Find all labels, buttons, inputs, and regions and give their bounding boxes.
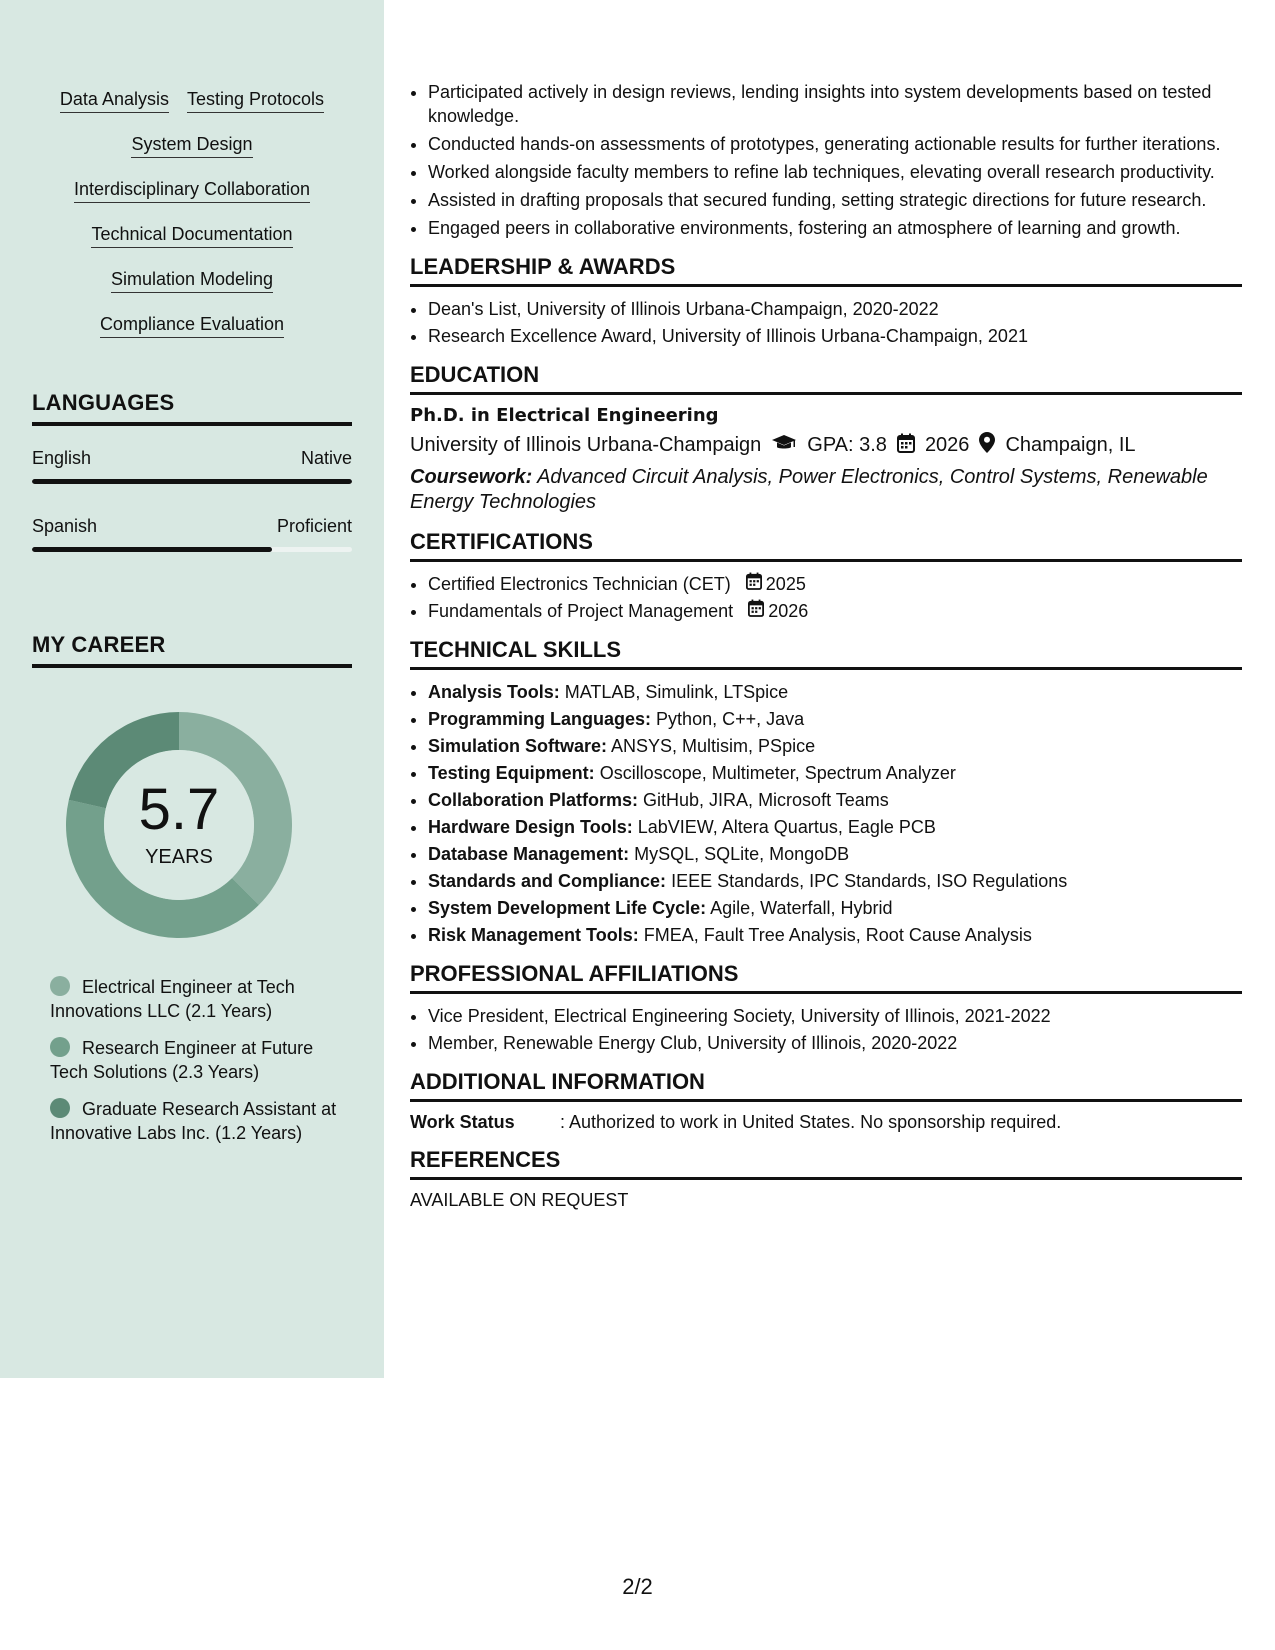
language-bar-fill [32, 479, 352, 484]
certifications-list [410, 572, 1242, 623]
skill-values: MATLAB, Simulink, LTSpice [564, 682, 789, 702]
additional-info-heading: ADDITIONAL INFORMATION [410, 1069, 1242, 1102]
technical-skill-item [428, 896, 1242, 920]
language-row [32, 448, 352, 469]
leadership-item: • Research Excellence Award, University of Illinois Urbana-Champaign, 2021 [428, 324, 1242, 348]
career-legend-label: Electrical Engineer at Tech Innovations LLC (2.1 Years) [50, 977, 295, 1021]
technical-skill-item [428, 923, 1242, 947]
skill-values: Oscilloscope, Multimeter, Spectrum Analyzer [599, 763, 956, 783]
affiliation-item: • Vice President, Electrical Engineering Society, University of Illinois, 2021-2022 [428, 1004, 1242, 1028]
affiliations-list [410, 1004, 1242, 1055]
work-status-value: : Authorized to work in United States. No sponsorship required. [560, 1112, 1062, 1132]
location-pin-icon [979, 432, 995, 459]
skill-tag: Testing Protocols [187, 88, 324, 113]
technical-skills-list [410, 680, 1242, 947]
calendar-icon [897, 433, 915, 459]
technical-skill-item [428, 815, 1242, 839]
certification-name: Certified Electronics Technician (CET) [428, 574, 731, 594]
language-row [32, 516, 352, 537]
affiliations-heading: PROFESSIONAL AFFILIATIONS [410, 961, 1242, 994]
page-number: 2/2 [622, 1574, 653, 1599]
certifications-heading: CERTIFICATIONS [410, 529, 1242, 562]
skill-values: IEEE Standards, IPC Standards, ISO Regulations [671, 871, 1068, 891]
education-heading: EDUCATION [410, 362, 1242, 395]
career-heading: MY CAREER [32, 632, 352, 668]
skill-category: Programming Languages: [428, 709, 652, 729]
experience-bullet: • Conducted hands-on assessments of prototypes, generating actionable results for further iterations. [428, 132, 1242, 156]
skill-values: Python, C++, Java [656, 709, 805, 729]
graduation-cap-icon [771, 433, 797, 459]
school-location: Champaign, IL [1005, 434, 1136, 456]
coursework-list: Advanced Circuit Analysis, Power Electronics, Control Systems, Renewable Energy Technologies [410, 466, 1208, 513]
language-bar-fill [32, 547, 272, 552]
career-years-unit: YEARS [145, 846, 213, 868]
skill-values: FMEA, Fault Tree Analysis, Root Cause Analysis [643, 925, 1032, 945]
references-text: AVAILABLE ON REQUEST [410, 1190, 629, 1210]
main-content [410, 80, 1242, 1211]
skill-category: Testing Equipment: [428, 763, 595, 783]
skill-tag: Data Analysis [60, 88, 169, 113]
work-status-row [410, 1112, 1242, 1133]
skill-values: MySQL, SQLite, MongoDB [634, 844, 850, 864]
skill-row [32, 313, 352, 338]
certification-date [746, 572, 806, 596]
skill-category: Hardware Design Tools: [428, 817, 633, 837]
legend-dot-icon [50, 1037, 70, 1057]
technical-skill-item [428, 707, 1242, 731]
language-name: English [32, 448, 92, 468]
language-bar [32, 479, 352, 484]
language-level: Proficient [276, 516, 352, 536]
gpa: GPA: 3.8 [807, 434, 887, 456]
certification-name: Fundamentals of Project Management [428, 601, 734, 621]
experience-bullet: • Engaged peers in collaborative environments, fostering an atmosphere of learning and growth. [428, 216, 1242, 240]
education-details [410, 432, 1242, 459]
legend-dot-icon [50, 976, 70, 996]
leadership-heading: LEADERSHIP & AWARDS [410, 254, 1242, 287]
career-legend-item [50, 975, 340, 1023]
leadership-list [410, 297, 1242, 348]
certification-year: 2025 [765, 574, 806, 594]
certification-item [428, 572, 1242, 596]
sidebar [0, 0, 384, 1378]
career-legend-item [50, 1097, 340, 1145]
experience-bullets [410, 80, 1242, 240]
certification-item [428, 599, 1242, 623]
skill-tag: Technical Documentation [91, 223, 292, 248]
skill-row [32, 133, 352, 158]
skill-row [32, 268, 352, 293]
calendar-icon [746, 572, 762, 596]
skill-tag: Interdisciplinary Collaboration [74, 178, 310, 203]
skill-tag: System Design [131, 133, 252, 158]
technical-skill-item [428, 842, 1242, 866]
coursework-label: Coursework: [410, 466, 533, 488]
work-status-label: Work Status [410, 1112, 515, 1132]
career-legend-item [50, 1036, 340, 1084]
experience-bullet: • Worked alongside faculty members to refine lab techniques, elevating overall research productivity. [428, 160, 1242, 184]
legend-dot-icon [50, 1098, 70, 1118]
skill-category: System Development Life Cycle: [428, 898, 707, 918]
calendar-icon [748, 599, 764, 623]
skill-category: Standards and Compliance: [428, 871, 667, 891]
career-legend [50, 975, 340, 1158]
experience-bullet: • Participated actively in design reviews, lending insights into system developments based on tested knowledge. [428, 80, 1242, 128]
language-level: Native [300, 448, 352, 468]
experience-bullet: • Assisted in drafting proposals that secured funding, setting strategic directions for future research. [428, 188, 1242, 212]
skill-values: Agile, Waterfall, Hybrid [710, 898, 893, 918]
skill-tag: Simulation Modeling [111, 268, 273, 293]
skill-values: LabVIEW, Altera Quartus, Eagle PCB [637, 817, 936, 837]
technical-skill-item [428, 761, 1242, 785]
skill-category: Database Management: [428, 844, 630, 864]
language-name: Spanish [32, 516, 98, 536]
technical-skill-item [428, 734, 1242, 758]
skill-category: Simulation Software: [428, 736, 608, 756]
career-legend-label: Research Engineer at Future Tech Solutions (2.3 Years) [50, 1038, 314, 1082]
skills-tags [32, 88, 352, 358]
school-name: University of Illinois Urbana-Champaign [410, 434, 762, 456]
career-total-years: 5.7 [138, 777, 220, 842]
career-legend-label: Graduate Research Assistant at Innovative Labs Inc. (1.2 Years) [50, 1099, 337, 1143]
skill-row [32, 88, 352, 113]
technical-skill-item [428, 869, 1242, 893]
references-heading: REFERENCES [410, 1147, 1242, 1180]
skill-category: Risk Management Tools: [428, 925, 639, 945]
technical-skill-item [428, 680, 1242, 704]
skill-category: Collaboration Platforms: [428, 790, 639, 810]
skill-values: GitHub, JIRA, Microsoft Teams [643, 790, 889, 810]
skill-values: ANSYS, Multisim, PSpice [611, 736, 816, 756]
graduation-year: 2026 [924, 434, 970, 456]
leadership-item: • Dean's List, University of Illinois Urbana-Champaign, 2020-2022 [428, 297, 1242, 321]
coursework [410, 465, 1242, 515]
skill-row [32, 178, 352, 203]
degree-title: Ph.D. in Electrical Engineering [410, 405, 719, 426]
certification-year: 2026 [768, 601, 809, 621]
skill-tag: Compliance Evaluation [100, 313, 284, 338]
languages-heading: LANGUAGES [32, 390, 352, 426]
affiliation-item: • Member, Renewable Energy Club, University of Illinois, 2020-2022 [428, 1031, 1242, 1055]
skill-row [32, 223, 352, 248]
certification-date [748, 599, 808, 623]
skill-category: Analysis Tools: [428, 682, 560, 702]
technical-skills-heading: TECHNICAL SKILLS [410, 637, 1242, 670]
technical-skill-item [428, 788, 1242, 812]
language-bar [32, 547, 352, 552]
